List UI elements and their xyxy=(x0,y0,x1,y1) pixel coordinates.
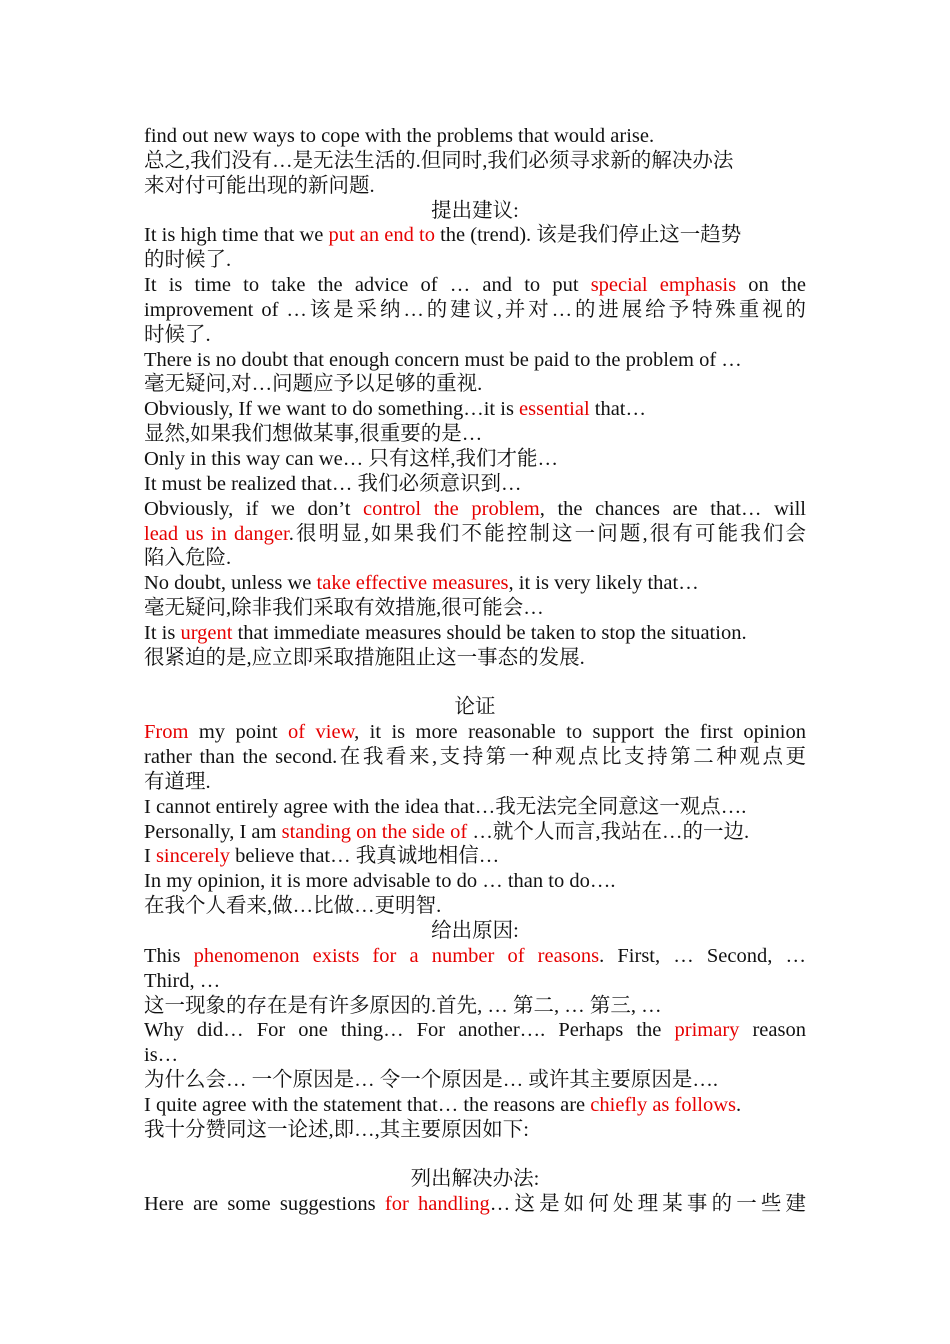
text-line: 很紧迫的是,应立即采取措施阻止这一事态的发展. xyxy=(144,646,585,669)
highlight-phrase: lead us in danger xyxy=(144,522,289,545)
highlight-phrase: special emphasis xyxy=(590,274,737,297)
highlight-phrase: primary xyxy=(674,1019,740,1042)
section-heading-suggestions: 提出建议: xyxy=(431,199,519,222)
text-line: 总之,我们没有…是无法生活的.但同时,我们必须寻求新的解决办法 xyxy=(144,149,734,172)
text-line: No doubt, unless we take effective measures, it is very likely that… xyxy=(144,572,699,595)
text-line: Obviously, If we want to do something…it is essential that… xyxy=(144,398,647,421)
highlight-phrase: take effective measures xyxy=(316,572,509,595)
text-line: 时候了. xyxy=(144,323,211,346)
highlight-phrase: control the problem xyxy=(363,497,540,520)
text-line: From my point of view, it is more reasonable to support the first opinion xyxy=(144,721,806,744)
text-line: 有道理. xyxy=(144,770,211,793)
text-line: It must be realized that… 我们必须意识到… xyxy=(144,472,522,495)
text-line: find out new ways to cope with the problems that would arise. xyxy=(144,125,655,147)
highlight-phrase: urgent xyxy=(180,621,233,644)
document-page xyxy=(144,124,806,1217)
text-line: In my opinion, it is more advisable to do … than to do…. xyxy=(144,870,616,893)
text-line: 毫无疑问,对…问题应予以足够的重视. xyxy=(144,373,483,396)
section-heading-argument: 论证 xyxy=(454,696,496,719)
text-line: 显然,如果我们想做某事,很重要的是… xyxy=(144,423,483,446)
blank-line xyxy=(144,671,806,696)
text-line: Obviously, if we don’t control the problem, the chances are that… will xyxy=(144,497,806,520)
highlight-phrase: sincerely xyxy=(155,845,230,868)
text-line: 陷入危险. xyxy=(144,547,232,570)
text-line: Here are some suggestions for handling…这是如何处理某事的一些建 xyxy=(144,1193,806,1216)
blank-line xyxy=(144,1143,806,1168)
text-line: improvement of …该是采纳…的建议,并对…的进展给予特殊重视的 xyxy=(144,298,806,321)
section-heading-solutions: 列出解决办法: xyxy=(410,1168,540,1191)
text-line: 毫无疑问,除非我们采取有效措施,很可能会… xyxy=(144,597,544,620)
highlight-phrase: phenomenon exists for a number of reasons xyxy=(193,944,600,967)
text-line: 这一现象的存在是有许多原因的.首先, … 第二, … 第三, … xyxy=(144,994,662,1017)
text-line: Third, … xyxy=(144,969,221,992)
text-line: I quite agree with the statement that… the reasons are chiefly as follows. xyxy=(144,1093,742,1116)
highlight-phrase: From xyxy=(144,721,189,744)
section-heading-reasons: 给出原因: xyxy=(431,920,519,942)
text-line: lead us in danger.很明显,如果我们不能控制这一问题,很有可能我们会 xyxy=(144,522,806,545)
text-line: It is urgent that immediate measures should be taken to stop the situation. xyxy=(144,621,747,644)
highlight-phrase: for handling xyxy=(384,1193,490,1216)
text-line: is… xyxy=(144,1044,179,1067)
highlight-phrase: standing on the side of xyxy=(281,820,468,843)
text-line: 来对付可能出现的新问题. xyxy=(144,174,375,197)
text-line: There is no doubt that enough concern must be paid to the problem of … xyxy=(144,348,742,371)
text-line: rather than the second.在我看来,支持第一种观点比支持第二种观点更 xyxy=(144,746,806,769)
text-line: 的时候了. xyxy=(144,249,232,272)
highlight-phrase: of view xyxy=(288,721,355,744)
text-line: Why did… For one thing… For another…. Perhaps the primary reason xyxy=(144,1019,806,1042)
highlight-phrase: put an end to xyxy=(328,224,435,247)
text-line: 在我个人看来,做…比做…更明智. xyxy=(144,895,442,918)
text-line: 我十分赞同这一论述,即…,其主要原因如下: xyxy=(144,1118,529,1141)
text-line: Personally, I am standing on the side of …就个人而言,我站在…的一边. xyxy=(144,820,750,843)
text-line: 为什么会… 一个原因是… 令一个原因是… 或许其主要原因是…. xyxy=(144,1069,718,1092)
text-line: It is time to take the advice of … and to put special emphasis on the xyxy=(144,274,806,297)
text-line: It is high time that we put an end to the (trend). 该是我们停止这一趋势 xyxy=(144,224,742,247)
highlight-phrase: chiefly as follows xyxy=(590,1093,737,1116)
highlight-phrase: essential xyxy=(519,398,590,421)
text-line: I cannot entirely agree with the idea that…我无法完全同意这一观点…. xyxy=(144,795,747,818)
text-line: This phenomenon exists for a number of reasons. First, … Second, … xyxy=(144,944,806,967)
text-line: Only in this way can we… 只有这样,我们才能… xyxy=(144,447,558,470)
text-line: I sincerely believe that… 我真诚地相信… xyxy=(144,845,500,868)
